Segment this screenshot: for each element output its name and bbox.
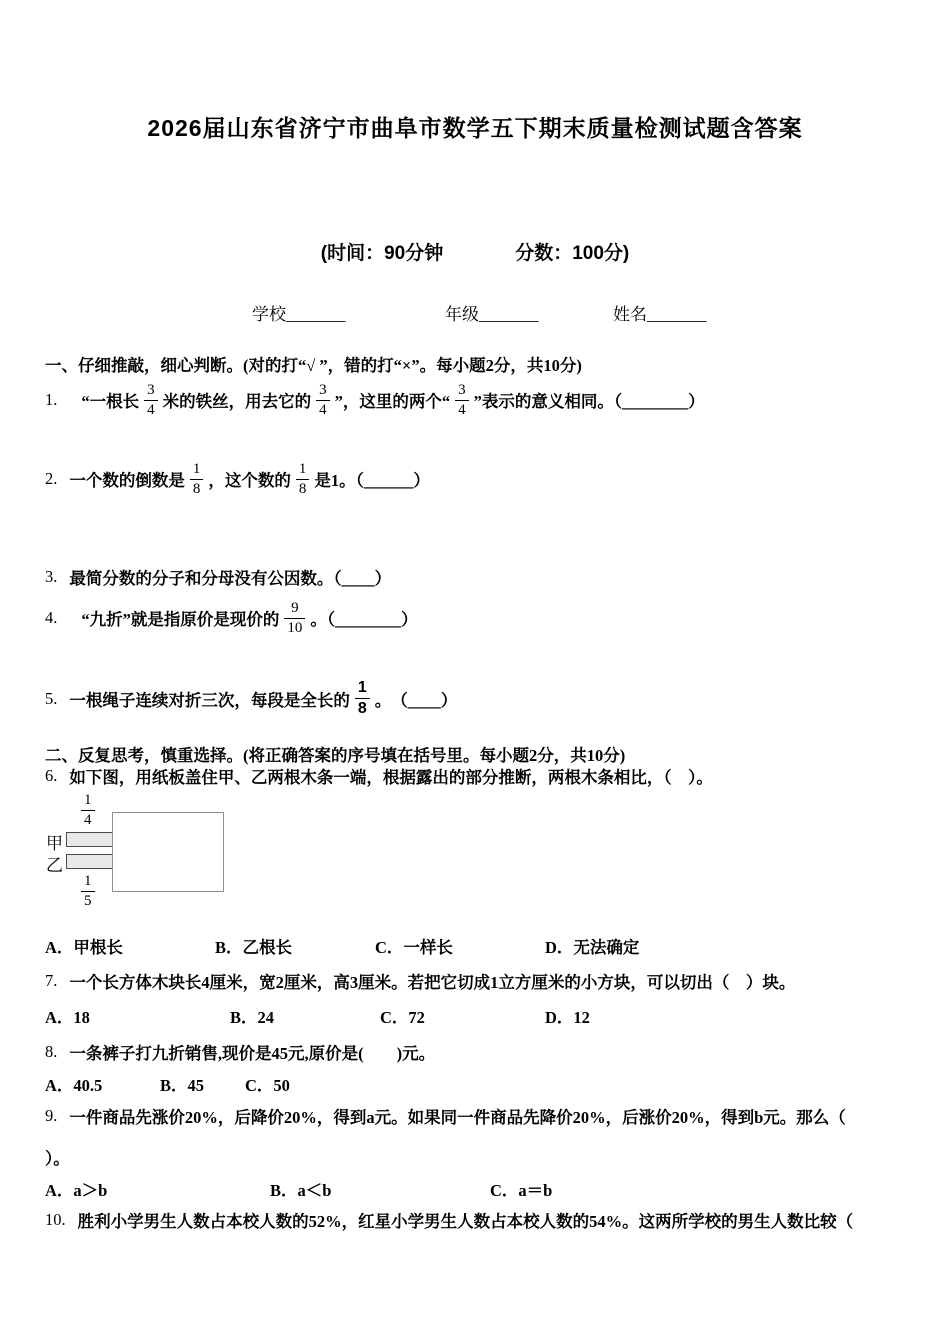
- option-c: C．50: [245, 1076, 290, 1095]
- question-number: 10.: [45, 1210, 66, 1229]
- fraction: $\frac{1}{8}$: [190, 460, 204, 499]
- text-segment: 最简分数的分子和分母没有公因数。（____）: [69, 569, 392, 588]
- text-segment: “一根长: [81, 392, 140, 412]
- question-7: [45, 969, 795, 993]
- option-a: A．甲根长: [45, 938, 123, 957]
- grade-field: 年级_______: [445, 305, 539, 324]
- text-segment: ”，这里的两个“: [334, 392, 451, 412]
- question-1: [45, 381, 705, 420]
- question-text: [69, 678, 457, 719]
- fraction-one-fourth: $\frac{1}{4}$: [81, 791, 95, 830]
- option-b: B．a＜b: [270, 1181, 332, 1200]
- question-9-options: [45, 1177, 925, 1199]
- question-number: 9.: [45, 1106, 58, 1125]
- question-6-figure: [45, 788, 280, 920]
- option-d: D．无法确定: [545, 938, 640, 957]
- fraction: $\frac{1}{8}$: [355, 678, 370, 719]
- fraction-one-fifth: $\frac{1}{5}$: [81, 872, 95, 911]
- option-c: C．一样长: [375, 938, 453, 957]
- option-b: B．24: [230, 1008, 275, 1027]
- bar-yi-label: 乙: [46, 856, 63, 875]
- text-segment: 。 （____）: [374, 690, 458, 710]
- text-segment: 米的铁丝，用去它的: [162, 392, 312, 412]
- question-7-options: [45, 1004, 925, 1026]
- option-b: B．乙根长: [215, 938, 293, 957]
- question-number: 2.: [45, 469, 58, 489]
- question-2: [45, 460, 430, 499]
- question-9-continuation: [45, 1145, 70, 1169]
- question-text: 一个长方体木块长4厘米，宽2厘米，高3厘米。若把它切成1立方厘米的小方块，可以切出（ ）块。: [69, 973, 796, 992]
- section2-heading: 二、反复思考，慎重选择。(将正确答案的序号填在括号里。每小题2分，共10分): [45, 746, 626, 765]
- bar-yi: [66, 854, 114, 869]
- text-segment: “九折”就是指原价是现价的: [81, 610, 280, 630]
- question-3: [45, 565, 391, 589]
- fraction: $\frac{9}{10}$: [284, 599, 305, 638]
- name-field: 姓名_______: [613, 305, 707, 324]
- fraction: $\frac{3}{4}$: [455, 381, 469, 420]
- page-title: 2026届山东省济宁市曲阜市数学五下期末质量检测试题含答案: [147, 115, 803, 141]
- text-segment: 一根绳子连续对折三次，每段是全长的: [69, 690, 350, 710]
- question-text: 如下图，用纸板盖住甲、乙两根木条一端，根据露出的部分推断，两根木条相比，（ ）。: [69, 768, 713, 787]
- question-8: [45, 1040, 435, 1064]
- question-number: 4.: [45, 608, 58, 628]
- fraction: $\frac{3}{4}$: [144, 381, 158, 420]
- question-6-options: [45, 934, 925, 956]
- text-segment: ”表示的意义相同。（________）: [473, 392, 705, 412]
- question-text: [69, 460, 430, 499]
- question-number: 8.: [45, 1042, 58, 1061]
- question-text: [69, 565, 391, 589]
- question-text: 一件商品先涨价20%，后降价20%，得到a元。如果同一件商品先降价20%，后涨价20%，得到b元。那么（: [69, 1108, 846, 1127]
- question-number: 7.: [45, 971, 58, 990]
- question-number: 1.: [45, 390, 58, 410]
- question-text: [81, 381, 704, 420]
- covering-cardboard: [112, 812, 224, 892]
- question-text: [81, 599, 417, 638]
- bar-jia: [66, 832, 114, 847]
- bar-jia-label: 甲: [46, 834, 63, 853]
- fraction: $\frac{1}{8}$: [296, 460, 310, 499]
- option-d: D．12: [545, 1008, 590, 1027]
- school-field: 学校_______: [252, 305, 346, 324]
- fraction: $\frac{3}{4}$: [316, 381, 330, 420]
- question-text: ）。: [45, 1149, 70, 1168]
- question-4: [45, 599, 418, 638]
- option-c: C．a＝b: [490, 1181, 553, 1200]
- question-6: [45, 764, 713, 788]
- question-10: [45, 1208, 853, 1232]
- question-text: 胜利小学男生人数占本校人数的52%，红星小学男生人数占本校人数的54%。这两所学校的男生人数比较（: [77, 1212, 854, 1231]
- section1-heading: 一、仔细推敲，细心判断。(对的打“√ ”，错的打“×”。每小题2分，共10分): [45, 356, 582, 375]
- question-5: [45, 678, 457, 719]
- time-limit-label: (时间：90分钟: [320, 243, 444, 264]
- option-c: C．72: [380, 1008, 425, 1027]
- question-8-options: [45, 1072, 925, 1094]
- question-9: [45, 1104, 846, 1128]
- text-segment: 一个数的倒数是: [69, 471, 185, 491]
- text-segment: 。（________）: [310, 610, 418, 630]
- question-number: 3.: [45, 567, 58, 586]
- question-number: 6.: [45, 766, 58, 785]
- option-a: A．40.5: [45, 1076, 103, 1095]
- text-segment: ，这个数的: [208, 471, 291, 491]
- question-number: 5.: [45, 688, 58, 708]
- total-score-label: 分数：100分): [515, 243, 630, 264]
- text-segment: 是1。（______）: [314, 471, 430, 491]
- option-a: A．18: [45, 1008, 90, 1027]
- option-a: A．a＞b: [45, 1181, 108, 1200]
- exam-meta: [0, 238, 950, 265]
- option-b: B．45: [160, 1076, 205, 1095]
- question-text: 一条裤子打九折销售,现价是45元,原价是( )元。: [69, 1044, 436, 1063]
